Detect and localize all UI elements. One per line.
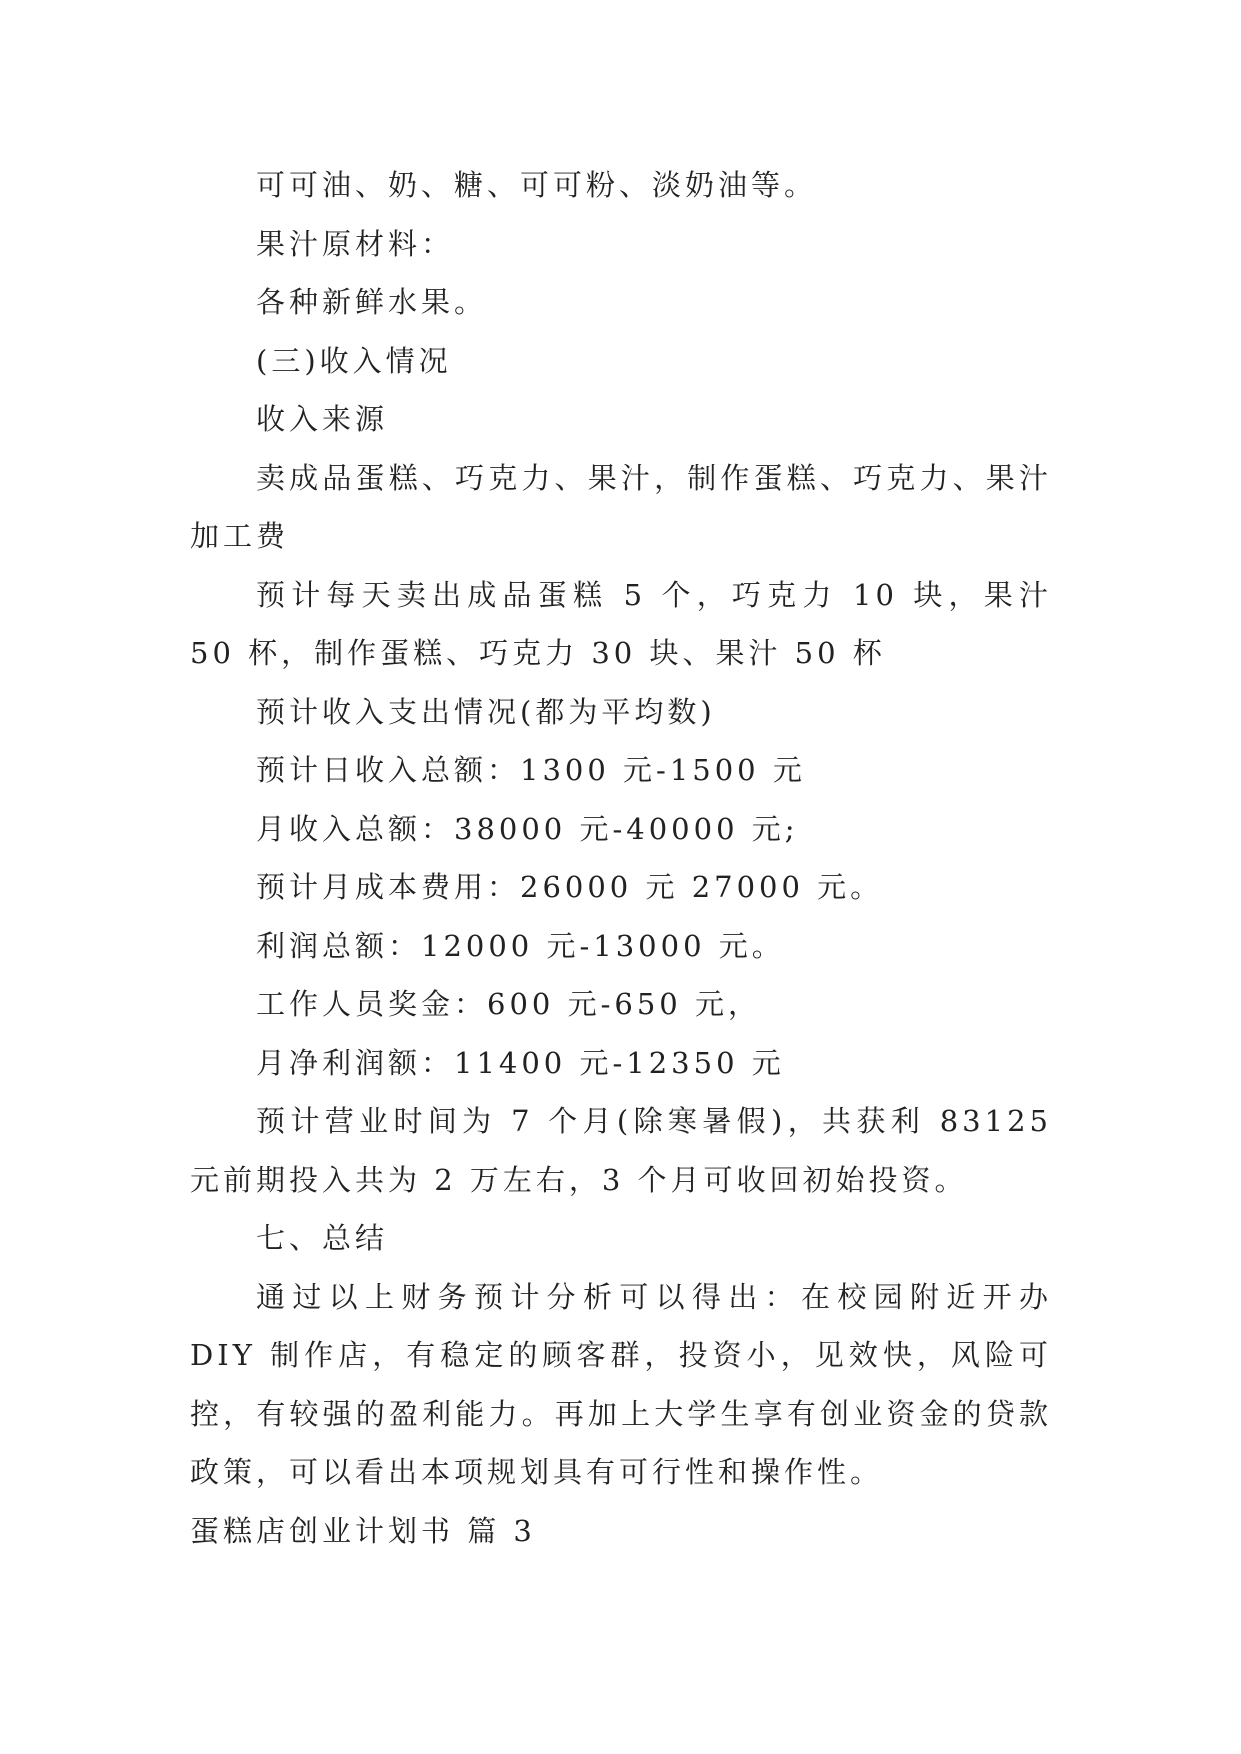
paragraph-juice-materials-label: 果汁原材料： [256,226,455,261]
paragraph-materials-chocolate: 可可油、奶、糖、可可粉、淡奶油等。 [256,168,818,202]
section-heading: 蛋糕店创业计划书 篇 3 [190,1513,536,1548]
subheading-income: (三)收入情况 [256,343,452,378]
paragraph-summary: 通过以上财务预计分析可以得出：在校园附近开办 DIY 制作店，有稳定的顾客群，投资小，见效快，风险可控，有较强的盈利能力。再加上大学生享有创业资金的贷款政策，可以看出本项规划具有可行性和操作性。 [190,1279,1052,1489]
subheading-summary: 七、总结 [256,1221,389,1255]
paragraph-income-source-label: 收入来源 [256,402,389,436]
paragraph-income-expense-label: 预计收入支出情况(都为平均数) [256,694,716,729]
paragraph-fresh-fruit: 各种新鲜水果。 [256,285,488,319]
paragraph-daily-sales: 预计每天卖出成品蛋糕 5 个，巧克力 10 块，果汁 50 杯，制作蛋糕、巧克力 30 块、果汁 50 杯 [190,577,1052,670]
paragraph-monthly-cost: 预计月成本费用：26000 元 27000 元。 [256,870,884,904]
document-body [190,156,1052,1560]
paragraph-monthly-income: 月收入总额：38000 元-40000 元; [256,811,799,846]
paragraph-staff-bonus: 工作人员奖金：600 元-650 元， [256,987,761,1021]
paragraph-business-period: 预计营业时间为 7 个月(除寒暑假)，共获利 83125 元前期投入共为 2 万左右，3 个月可收回初始投资。 [190,1104,1052,1197]
paragraph-total-profit: 利润总额：12000 元-13000 元。 [256,928,785,963]
paragraph-net-profit: 月净利润额：11400 元-12350 元 [256,1045,785,1080]
paragraph-income-source: 卖成品蛋糕、巧克力、果汁，制作蛋糕、巧克力、果汁加工费 [190,460,1052,553]
paragraph-daily-income: 预计日收入总额：1300 元-1500 元 [256,753,806,787]
